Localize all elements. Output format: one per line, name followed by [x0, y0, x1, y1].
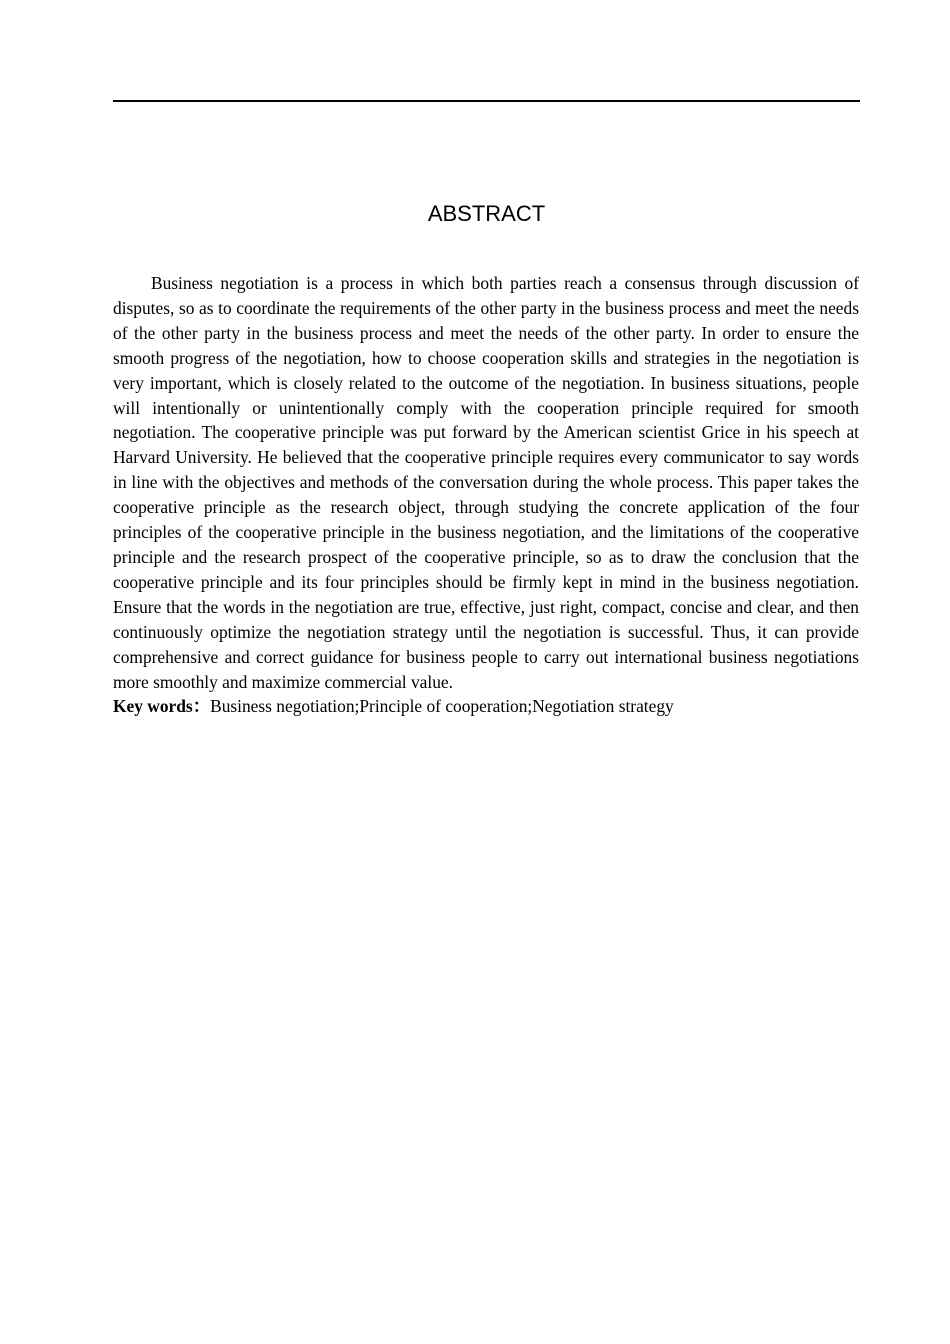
- keywords-value: Business negotiation;Principle of cooperation;Negotiation strategy: [210, 696, 674, 717]
- abstract-body: Business negotiation is a process in which both parties reach a consensus through discussion of disputes, so as to coordinate the requirements of the other party in the business process and meet the needs of the other party in the business process and meet the needs of the other party. In order to ensure the smooth progress of the negotiation, how to choose cooperation skills and strategies in the negotiation is very important, which is closely related to the outcome of the negotiation. In business situations, people will intentionally or unintentionally comply with the cooperation principle required for smooth negotiation. The cooperative principle was put forward by the American scientist Grice in his speech at Harvard University. He believed that the cooperative principle requires every communicator to say words in line with the objectives and methods of the conversation during the whole process. This paper takes the cooperative principle as the research object, through studying the concrete application of the four principles of the cooperative principle in the business negotiation, and the limitations of the cooperative principle and the research prospect of the cooperative principle, so as to draw the conclusion that the cooperative principle and its four principles should be firmly kept in mind in the business negotiation. Ensure that the words in the negotiation are true, effective, just right, compact, concise and clear, and then continuously optimize the negotiation strategy until the negotiation is successful. Thus, it can provide comprehensive and correct guidance for business people to carry out international business negotiations more smoothly and maximize commercial value.: [113, 273, 859, 692]
- header-rule: [113, 100, 860, 102]
- abstract-content: [113, 271, 859, 719]
- keywords-label: Key words：: [113, 696, 211, 717]
- keywords-line: [113, 694, 859, 719]
- abstract-title: ABSTRACT: [427, 201, 546, 226]
